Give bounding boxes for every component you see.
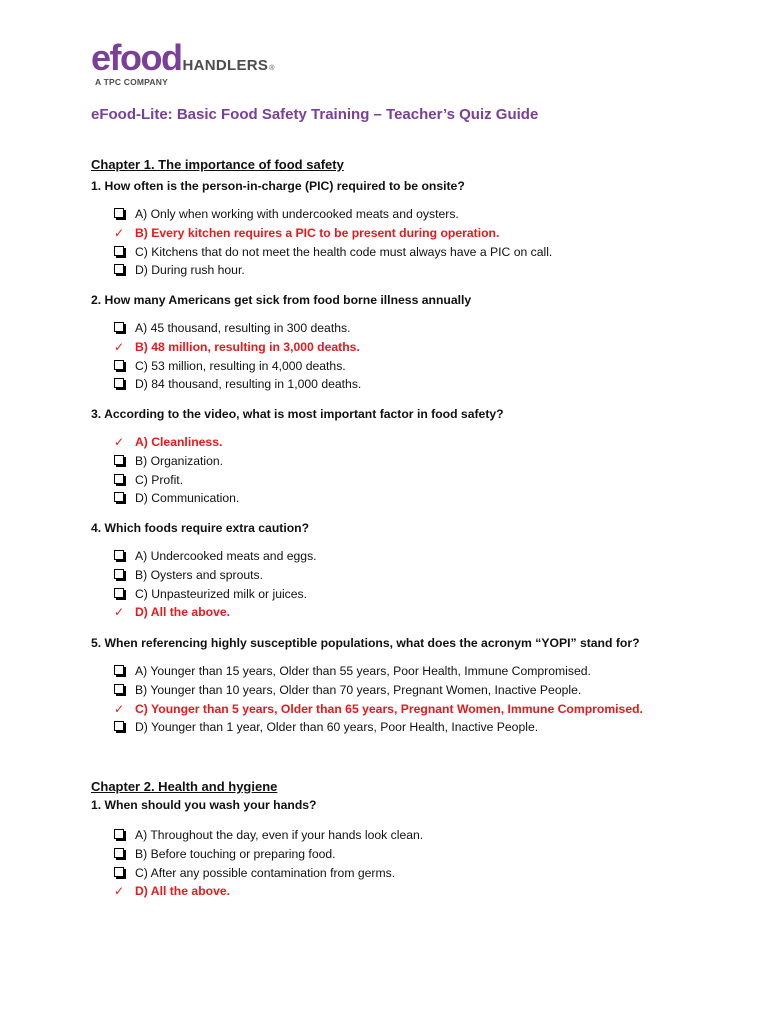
question-1-1: 1. How often is the person-in-charge (PIC) required to be onsite?	[91, 179, 465, 193]
answer-text: C) Unpasteurized milk or juices.	[135, 586, 308, 601]
answer-text: D) 84 thousand, resulting in 1,000 deaths.	[135, 377, 362, 392]
question-1-2: 2. How many Americans get sick from food borne illness annually	[91, 293, 472, 307]
logo-registered-mark: ®	[269, 65, 275, 72]
answer-list-1-3	[114, 433, 239, 508]
answer-marker	[114, 380, 135, 388]
answer-option	[114, 845, 423, 864]
answer-option	[114, 319, 361, 338]
answer-text: B) Before touching or preparing food.	[135, 847, 336, 862]
answer-marker	[114, 831, 135, 839]
answer-text: C) After any possible contamination from germs.	[135, 865, 396, 880]
answer-option	[114, 681, 643, 700]
answer-option	[114, 826, 423, 845]
answer-marker	[114, 702, 135, 716]
answer-text: A) Throughout the day, even if your hands look clean.	[135, 828, 424, 843]
checkmark-icon: ✓	[114, 226, 125, 241]
checkbox-icon	[114, 848, 124, 858]
logo-handlers-text: HANDLERS	[182, 57, 269, 74]
checkbox-icon	[114, 474, 124, 484]
checkbox-icon	[114, 588, 124, 598]
checkbox-icon	[114, 246, 124, 256]
answer-marker	[114, 686, 135, 694]
answer-option	[114, 566, 317, 585]
checkbox-icon	[114, 264, 124, 274]
answer-option-correct	[114, 338, 361, 357]
answer-marker	[114, 266, 135, 274]
answer-option	[114, 242, 552, 261]
checkbox-icon	[114, 829, 124, 839]
answer-option-correct	[114, 882, 423, 901]
logo-subtitle: A TPC COMPANY	[95, 77, 168, 87]
answer-marker	[114, 362, 135, 370]
checkbox-icon	[114, 550, 124, 560]
answer-marker	[114, 226, 135, 240]
answer-text: D) Communication.	[135, 491, 240, 506]
answer-text: A) Undercooked meats and eggs.	[135, 549, 317, 564]
answer-text: B) Every kitchen requires a PIC to be present during operation.	[135, 226, 500, 241]
answer-text: C) Kitchens that do not meet the health code must always have a PIC on call.	[135, 244, 553, 259]
document-title: eFood-Lite: Basic Food Safety Training – Teacher’s Quiz Guide	[91, 106, 539, 123]
answer-option-correct	[114, 433, 239, 452]
checkbox-icon	[114, 721, 124, 731]
checkmark-icon: ✓	[114, 605, 125, 620]
answer-option	[114, 356, 361, 375]
answer-marker	[114, 552, 135, 560]
checkbox-icon	[114, 867, 124, 877]
answer-marker	[114, 590, 135, 598]
answer-option	[114, 547, 317, 566]
answer-text: C) Profit.	[135, 472, 184, 487]
checkbox-icon	[114, 665, 124, 675]
answer-text: D) During rush hour.	[135, 263, 245, 278]
answer-text: C) Younger than 5 years, Older than 65 years, Pregnant Women, Immune Compromised.	[135, 701, 643, 716]
answer-list-1-1	[114, 205, 552, 280]
checkmark-icon: ✓	[114, 701, 125, 716]
answer-option	[114, 205, 552, 224]
answer-list-1-2	[114, 319, 361, 394]
question-1-3: 3. According to the video, what is most important factor in food safety?	[91, 407, 504, 421]
checkbox-icon	[114, 322, 124, 332]
answer-text: B) Organization.	[135, 454, 224, 469]
answer-text: D) Younger than 1 year, Older than 60 years, Poor Health, Inactive People.	[135, 720, 539, 735]
question-1-5: 5. When referencing highly susceptible populations, what does the acronym “YOPI” stand for?	[91, 636, 640, 650]
answer-list-1-5	[114, 662, 643, 737]
answer-marker	[114, 850, 135, 858]
answer-list-2-1	[114, 826, 423, 901]
question-1-4: 4. Which foods require extra caution?	[91, 521, 310, 535]
answer-text: A) Younger than 15 years, Older than 55 years, Poor Health, Immune Compromised.	[135, 664, 591, 679]
answer-marker	[114, 884, 135, 898]
answer-marker	[114, 667, 135, 675]
answer-text: B) Younger than 10 years, Older than 70 years, Pregnant Women, Inactive People.	[135, 683, 582, 698]
answer-marker	[114, 494, 135, 502]
answer-option	[114, 718, 643, 737]
checkbox-icon	[114, 569, 124, 579]
efood-handlers-logo	[91, 37, 275, 87]
answer-marker	[114, 435, 135, 449]
answer-option	[114, 662, 643, 681]
answer-marker	[114, 210, 135, 218]
checkbox-icon	[114, 378, 124, 388]
checkbox-icon	[114, 492, 124, 502]
checkmark-icon: ✓	[114, 435, 125, 450]
checkbox-icon	[114, 684, 124, 694]
answer-text: A) Only when working with undercooked meats and oysters.	[135, 207, 459, 222]
answer-text: B) 48 million, resulting in 3,000 deaths.	[135, 340, 360, 355]
answer-marker	[114, 571, 135, 579]
chapter-1-heading: Chapter 1. The importance of food safety	[91, 157, 344, 172]
answer-option	[114, 261, 552, 280]
answer-marker	[114, 723, 135, 731]
checkbox-icon	[114, 208, 124, 218]
answer-text: A) 45 thousand, resulting in 300 deaths.	[135, 321, 351, 336]
answer-option	[114, 452, 239, 471]
checkbox-icon	[114, 455, 124, 465]
answer-list-1-4	[114, 547, 317, 622]
checkbox-icon	[114, 360, 124, 370]
answer-option	[114, 584, 317, 603]
answer-option-correct	[114, 603, 317, 622]
answer-marker	[114, 605, 135, 619]
answer-marker	[114, 340, 135, 354]
answer-text: D) All the above.	[135, 884, 231, 899]
answer-option	[114, 863, 423, 882]
answer-marker	[114, 869, 135, 877]
logo-efood-text: efood	[91, 37, 182, 78]
answer-marker	[114, 476, 135, 484]
answer-option	[114, 489, 239, 508]
answer-text: B) Oysters and sprouts.	[135, 568, 264, 583]
answer-text: D) All the above.	[135, 605, 231, 620]
answer-option-correct	[114, 699, 643, 718]
answer-text: A) Cleanliness.	[135, 435, 223, 450]
answer-marker	[114, 248, 135, 256]
chapter-2-heading: Chapter 2. Health and hygiene	[91, 779, 278, 794]
answer-text: C) 53 million, resulting in 4,000 deaths.	[135, 358, 346, 373]
answer-option	[114, 470, 239, 489]
answer-option-correct	[114, 224, 552, 243]
answer-marker	[114, 457, 135, 465]
checkmark-icon: ✓	[114, 340, 125, 355]
checkmark-icon: ✓	[114, 884, 125, 899]
question-2-1: 1. When should you wash your hands?	[91, 798, 317, 812]
answer-option	[114, 375, 361, 394]
answer-marker	[114, 324, 135, 332]
